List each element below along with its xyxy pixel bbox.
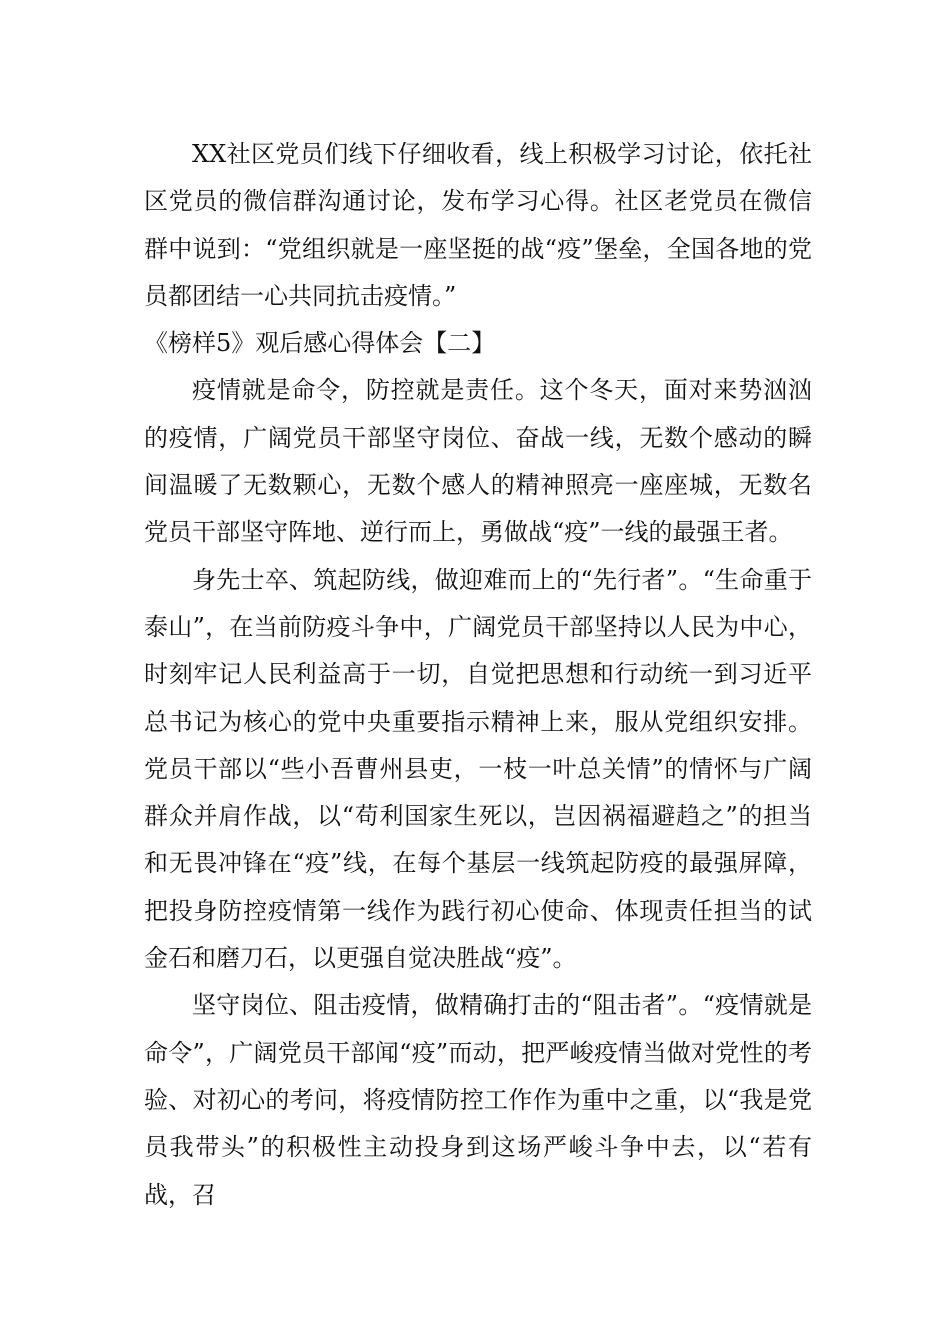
paragraph-defender: 坚守岗位、阻击疫情，做精确打击的“阻击者”。“疫情就是命令”，广阔党员干部闻“疫”而动，把严峻疫情当做对党性的考验、对初心的考问，将疫情防控工作作为重中之重，以“我是党员我带头”的积极性主动投身到这场严峻斗争中去，以“若有战，召 [144,991,812,1209]
paragraph-pioneer: 身先士卒、筑起防线，做迎难而上的“先行者”。“生命重于泰山”，在当前防疫斗争中，广阔党员干部坚持以人民为中心，时刻牢记人民利益高于一切，自觉把思想和行动统一到习近平总书记为核心的党中央重要指示精神上来，服从党组织安排。党员干部以“些小吾曹州县吏，一枝一叶总关情”的情怀与广阔群众并肩作战，以“苟利国家生死以，岂因祸福避趋之”的担当和无畏冲锋在“疫”线，在每个基层一线筑起防疫的最强屏障，把投身防控疫情第一线作为践行初心使命、体现责任担当的试金石和磨刀石，以更强自觉决胜战“疫”。 [144,565,812,973]
paragraph-epidemic-command: 疫情就是命令，防控就是责任。这个冬天，面对来势汹汹的疫情，广阔党员干部坚守岗位、奋战一线，无数个感动的瞬间温暖了无数颗心，无数个感人的精神照亮一座座城，无数名党员干部坚守阵地、逆行而上，勇做战“疫”一线的最强王者。 [144,376,812,547]
paragraph-community-study: XX社区党员们线下仔细收看，线上积极学习讨论，依托社区党员的微信群沟通讨论，发布学习心得。社区老党员在微信群中说到：“党组织就是一座坚挺的战“疫”堡垒，全国各地的党员都团结一心共同抗击疫情。” [144,140,812,310]
section-title: 《榜样5》观后感心得体会【二】 [144,329,496,358]
document-body [144,131,812,1219]
